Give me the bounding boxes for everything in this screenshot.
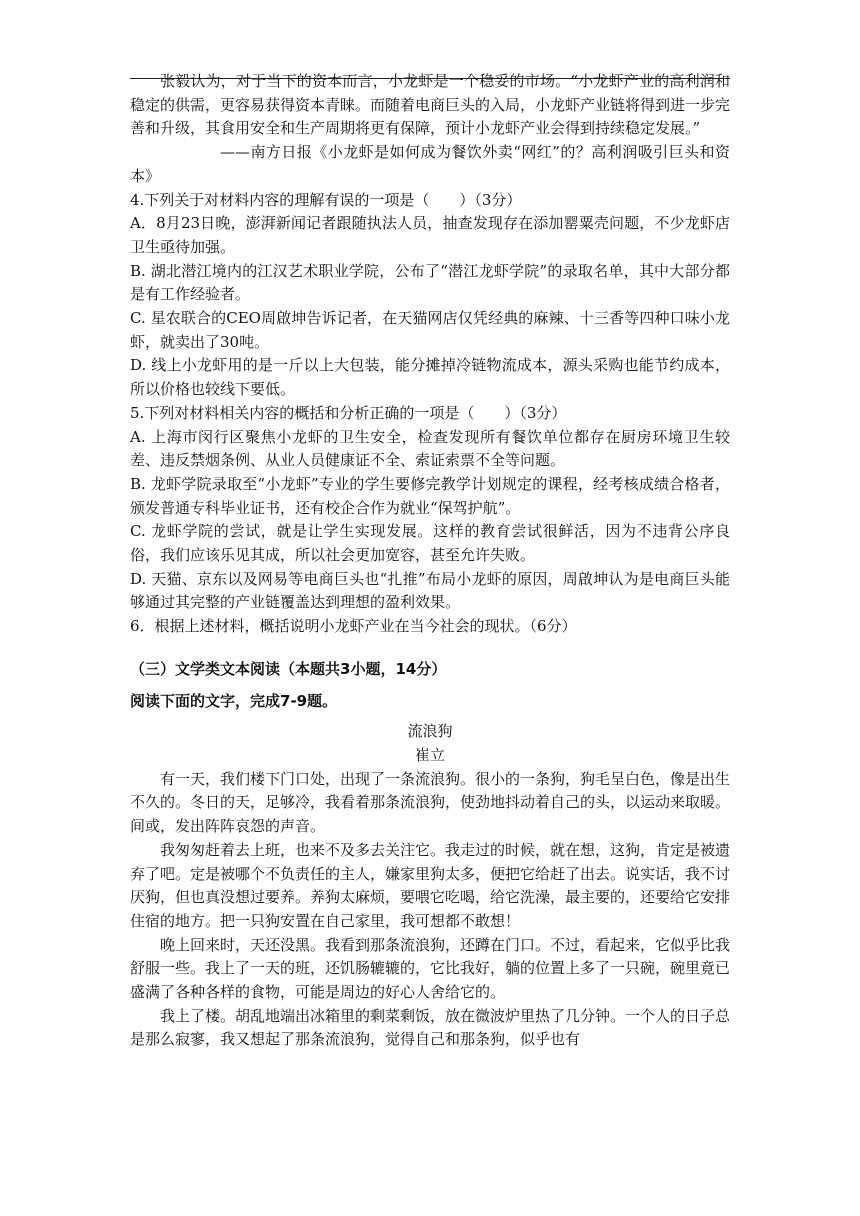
question-5-option-a: A. 上海市闵行区聚焦小龙虾的卫生安全，检查发现所有餐饮单位都存在厨房环境卫生较差、违反禁烟条例、从业人员健康证不全、索证索票不全等问题。 [130,427,730,470]
story-paragraph: 我匆匆赶着去上班，也来不及多去关注它。我走过的时候，就在想，这狗，肯定是被遗弃了吧。定是被哪个不负责任的主人，嫌家里狗太多，便把它给赶了出去。说实话，我不讨厌狗，但也真没想过要养。养狗太麻烦，要喂它吃喝，给它洗澡，最主要的，还要给它安排住宿的地方。把一只狗安置在自己家里，我可想都不敢想！ [130,840,731,930]
question-4-stem: 4.下列关于对材料内容的理解有误的一项是（ ）（3分） [130,190,522,209]
question-4-option-d: D. 线上小龙虾用的是一斤以上大包装，能分摊掉冷链物流成本，源头采购也能节约成本，所以价格也较线下要低。 [130,356,730,399]
document-page [130,70,730,1052]
question-5-option-c: C. 龙虾学院的尝试，就是让学生实现发展。这样的教育尝试很鲜活，因为不违背公序良俗，我们应该乐见其成，所以社会更加宽容，甚至允许失败。 [130,522,730,565]
story-paragraph: 我上了楼。胡乱地端出冰箱里的剩菜剩饭，放在微波炉里热了几分钟。一个人的日子总是那么寂寥，我又想起了那条流浪狗，觉得自己和那条狗，似乎也有 [130,1006,731,1049]
story-paragraph: 有一天，我们楼下门口处，出现了一条流浪狗。很小的一条狗，狗毛呈白色，像是出生不久的。冬日的天，足够冷，我看着那条流浪狗，使劲地抖动着自己的头，以运动来取暖。间或，发出阵阵哀怨的声音。 [130,769,731,836]
question-4-option-c: C. 星农联合的CEO周啟坤告诉记者，在天猫网店仅凭经典的麻辣、十三香等四种口味小龙虾，就卖出了30吨。 [130,309,730,351]
question-5-option-b: B. 龙虾学院录取至“小龙虾”专业的学生要修完教学计划规定的课程，经考核成绩合格者，颁发普通专科毕业证书，还有校企合作为就业“保驾护航”。 [130,474,730,517]
story-author: 崔立 [414,745,445,764]
question-4-option-a: A．8月23日晚，澎湃新闻记者跟随执法人员，抽查发现存在添加罂粟壳问题，不少龙虾店卫生亟待加强。 [130,214,730,256]
section-heading: （三）文学类文本阅读（本题共3小题，14分） [130,659,447,678]
question-4-option-b: B. 湖北潜江境内的江汉艺术职业学院，公布了“潜江龙虾学院”的录取名单，其中大部分都是有工作经验者。 [130,261,730,304]
story-title: 流浪狗 [407,722,453,741]
passage-paragraph: 张毅认为，对于当下的资本而言，小龙虾是一个稳妥的市场。“小龙虾产业的高利润和稳定的供需，更容易获得资本青睐。而随着电商巨头的入局，小龙虾产业链将得到进一步完善和升级，其食用安全和生产周期将更有保障，预计小龙虾产业会得到持续稳定发展。” [130,72,731,138]
section-instruction: 阅读下面的文字，完成7-9题。 [130,691,338,710]
story-paragraph: 晚上回来时，天还没黑。我看到那条流浪狗，还蹲在门口。不过，看起来，它似乎比我舒服一些。我上了一天的班，还饥肠辘辘的，它比我好，躺的位置上多了一只碗，碗里竟已盛满了各种各样的食物，可能是周边的好心人舍给它的。 [130,935,731,1002]
question-6-stem: 6．根据上述材料，概括说明小龙虾产业在当今社会的现状。（6分） [130,617,577,636]
question-5-stem: 5.下列对材料相关内容的概括和分析正确的一项是（ ）（3分） [130,403,567,422]
question-5-option-d: D. 天猫、京东以及网易等电商巨头也“扎推”布局小龙虾的原因，周啟坤认为是电商巨头能够通过其完整的产业链覆盖达到理想的盈利效果。 [130,569,730,612]
passage-source: ——南方日报《小龙虾是如何成为餐饮外卖“网红”的？高利润吸引巨头和资本》 [130,143,730,185]
